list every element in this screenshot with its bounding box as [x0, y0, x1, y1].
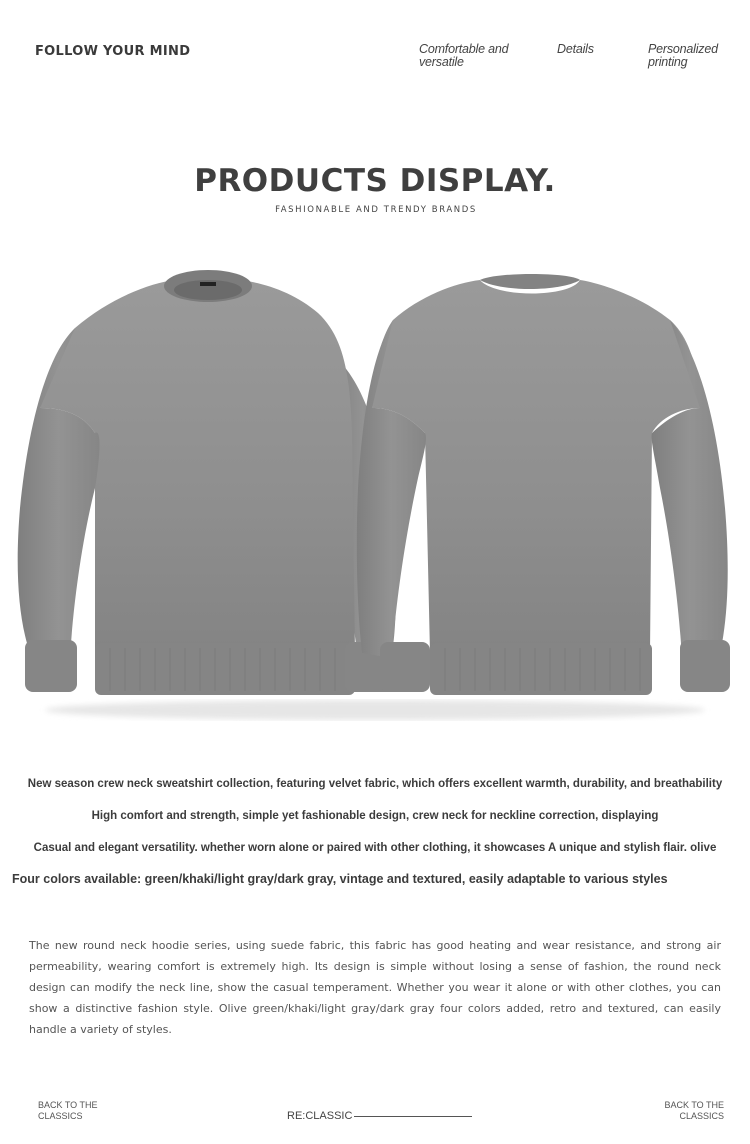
- nav-label-line2: versatile: [419, 55, 464, 69]
- description-line-4: Four colors available: green/khaki/light gray/dark gray, vintage and textured, easily adaptable to various styles: [12, 872, 668, 886]
- description-paragraph: The new round neck hoodie series, using suede fabric, this fabric has good heating and wear resistance, and strong air permeability, wearing comfort is extremely high. Its design is simple without losing a sense of fashion, the round neck design can modify the neck line, show the casual temperament. Whether you wear it alone or with other clothes, you can show a distinctive fashion style. Olive green/khaki/light gray/dark gray four colors added, retro and textured, can easily handle a variety of styles.: [29, 939, 721, 1036]
- footer-back-to-classics-right: [664, 1100, 724, 1122]
- description-line-2: High comfort and strength, simple yet fashionable design, crew neck for neckline correction, displaying: [91, 810, 659, 822]
- footer-reclassic-label: RE:CLASSIC: [287, 1110, 353, 1122]
- sweatshirt-pair-image: [0, 258, 750, 728]
- footer-right-line1: BACK TO THE: [664, 1100, 724, 1110]
- footer-reclassic: [287, 1110, 472, 1122]
- left-sweatshirt: [18, 270, 397, 695]
- right-sweatshirt: [357, 274, 730, 695]
- footer-right-line2: CLASSICS: [679, 1111, 724, 1121]
- nav-label-line1: Details: [557, 42, 594, 56]
- nav-personalized-printing[interactable]: [648, 43, 728, 69]
- nav-label-line1: Personalized: [648, 42, 718, 56]
- page-subtitle: FASHIONABLE AND TRENDY BRANDS: [275, 205, 477, 215]
- brand-name: FOLLOW YOUR MIND: [35, 44, 191, 59]
- description-line-1: New season crew neck sweatshirt collection, featuring velvet fabric, which offers excellent warmth, durability, and breathability: [27, 778, 723, 790]
- nav-details[interactable]: [557, 43, 594, 56]
- footer-back-to-classics-left: [38, 1100, 98, 1122]
- page-title: PRODUCTS DISPLAY.: [194, 163, 556, 199]
- nav-comfortable-versatile[interactable]: [419, 43, 519, 69]
- footer-left-line2: CLASSICS: [38, 1111, 83, 1121]
- footer-left-line1: BACK TO THE: [38, 1100, 98, 1110]
- footer-divider: [354, 1116, 472, 1117]
- nav-label-line2: printing: [648, 55, 688, 69]
- description-line-3: Casual and elegant versatility. whether worn alone or paired with other clothing, it showcases A unique and stylish flair. olive: [33, 842, 717, 854]
- nav-label-line1: Comfortable and: [419, 42, 509, 56]
